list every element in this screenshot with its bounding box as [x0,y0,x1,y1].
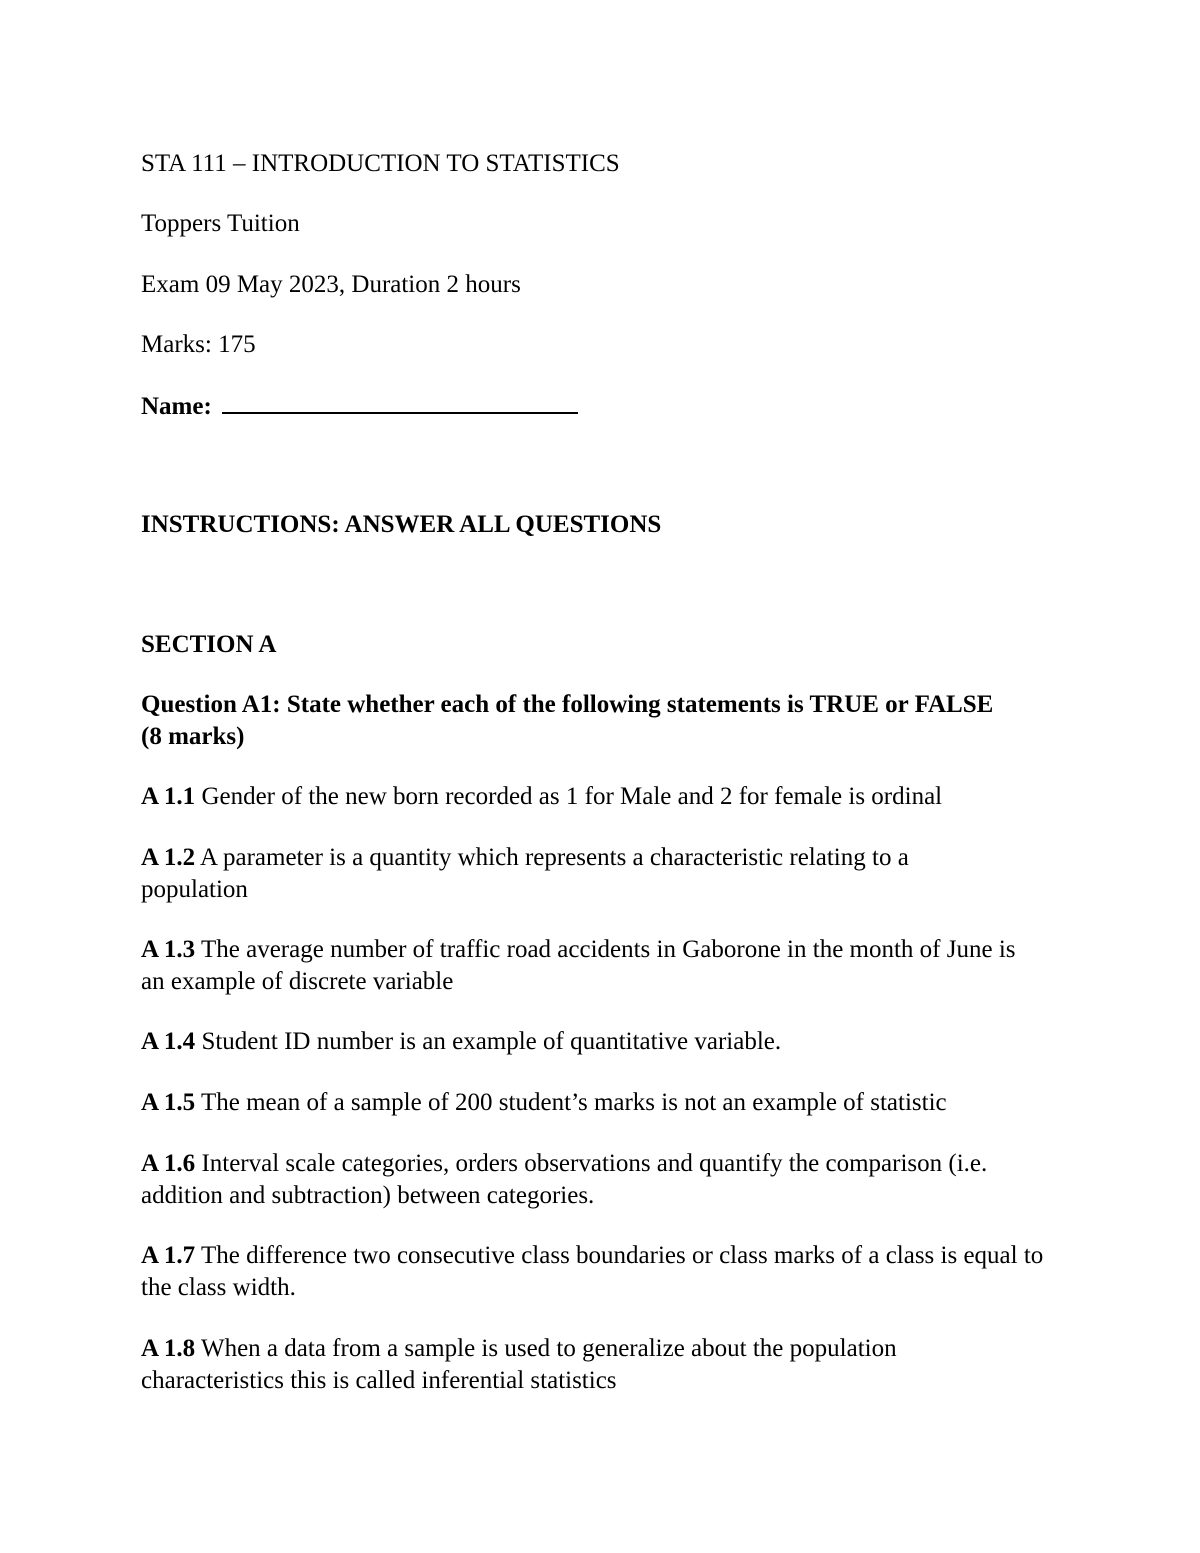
item-text: The average number of traffic road accidents in Gaborone in the month of June is an example of discrete variable [141,936,1016,995]
question-item [141,1026,1051,1058]
item-text: When a data from a sample is used to generalize about the population characteristics this is called inferential statistics [141,1335,897,1394]
item-number: A 1.2 [141,844,196,871]
question-title: Question A1: State whether each of the following statements is TRUE or FALSE (8 marks) [141,691,994,750]
instructions-heading: INSTRUCTIONS: ANSWER ALL QUESTIONS [141,511,662,538]
item-text: The mean of a sample of 200 student’s marks is not an example of statistic [195,1089,947,1116]
section-heading: SECTION A [141,631,277,658]
name-label: Name: [141,393,212,420]
item-number: A 1.8 [141,1335,196,1362]
provider-name: Toppers Tuition [141,210,300,237]
item-number: A 1.3 [141,936,196,963]
name-field [141,390,578,423]
question-item [141,1333,1001,1397]
item-number: A 1.1 [141,783,196,810]
item-number: A 1.6 [141,1150,196,1177]
item-text: Gender of the new born recorded as 1 for Male and 2 for female is ordinal [195,783,943,810]
item-number: A 1.4 [141,1028,196,1055]
question-item [141,1240,1051,1304]
item-text: A parameter is a quantity which represents a characteristic relating to a population [141,844,909,903]
item-number: A 1.5 [141,1089,196,1116]
marks-total: Marks: 175 [141,331,256,358]
item-text: Interval scale categories, orders observations and quantify the comparison (i.e. addition and subtraction) between categories. [141,1150,988,1209]
item-text: The difference two consecutive class boundaries or class marks of a class is equal to the class width. [141,1242,1044,1301]
course-title: STA 111 – INTRODUCTION TO STATISTICS [141,150,620,177]
question-item [141,1087,1051,1119]
question-item [141,934,1031,998]
question-item [141,842,1011,906]
question-item [141,781,1051,813]
item-number: A 1.7 [141,1242,196,1269]
name-blank-line [222,390,578,414]
exam-info: Exam 09 May 2023, Duration 2 hours [141,271,521,298]
item-text: Student ID number is an example of quantitative variable. [195,1028,782,1055]
question-item [141,1148,1031,1212]
